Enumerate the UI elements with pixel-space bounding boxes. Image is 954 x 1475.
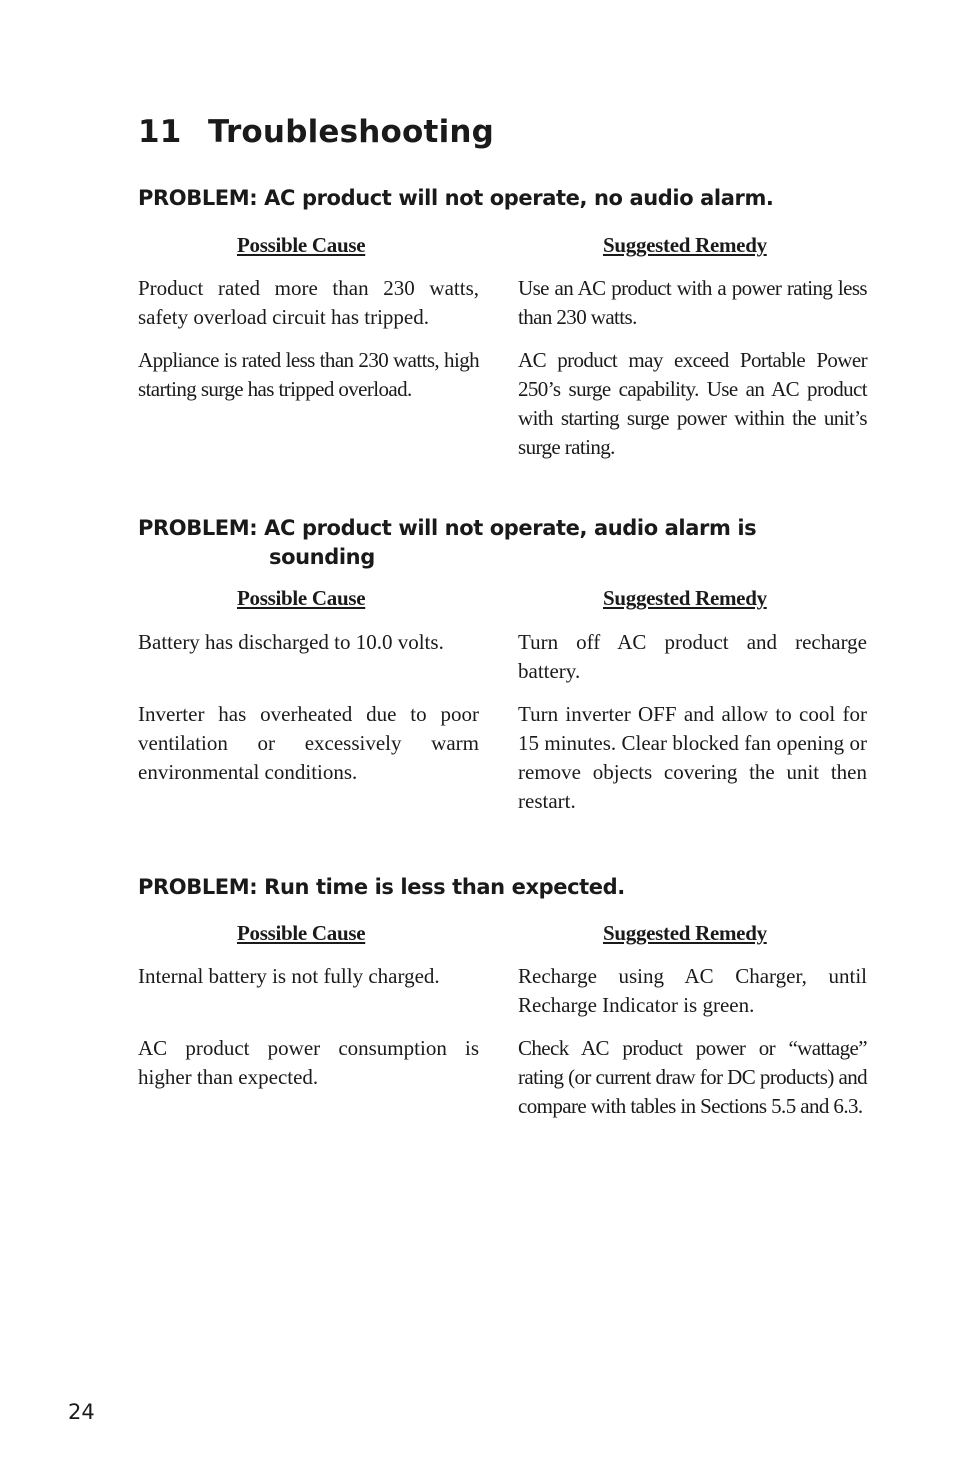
problem-text: Run time is less than expected. xyxy=(264,875,625,899)
cause-text: Appliance is rated less than 230 watts, high starting surge has tripped overload. xyxy=(138,348,479,401)
remedy-text: Recharge using AC Charger, until Recharge Indicator is green. xyxy=(518,964,867,1017)
section-number: 11 xyxy=(138,114,182,150)
remedy-text: Turn off AC product and recharge battery. xyxy=(518,630,867,683)
problem-heading xyxy=(138,514,756,572)
cause-text: Battery has discharged to 10.0 volts. xyxy=(138,630,444,654)
cause-text: AC product power consumption is higher than expected. xyxy=(138,1036,479,1089)
problem-text: AC product will not operate, audio alarm is xyxy=(264,516,757,540)
problem-prefix: PROBLEM: xyxy=(138,186,258,210)
problem-prefix: PROBLEM: xyxy=(138,875,258,899)
problem-text: AC product will not operate, no audio alarm. xyxy=(264,186,774,210)
possible-cause-header: Possible Cause xyxy=(237,233,366,257)
suggested-remedy-header: Suggested Remedy xyxy=(603,586,767,610)
remedy-text: AC product may exceed Portable Power 250’s surge capability. Use an AC product with starting surge power within the unit’s surge rating. xyxy=(518,348,867,459)
suggested-remedy-header: Suggested Remedy xyxy=(603,233,767,257)
section-title: Troubleshooting xyxy=(208,114,495,150)
possible-cause-header: Possible Cause xyxy=(237,921,366,945)
page-number: 24 xyxy=(68,1400,95,1424)
suggested-remedy-header: Suggested Remedy xyxy=(603,921,767,945)
cause-text: Inverter has overheated due to poor ventilation or excessively warm environmental conditions. xyxy=(138,702,479,784)
cause-text: Product rated more than 230 watts, safety overload circuit has tripped. xyxy=(138,276,479,329)
problem-text-continued: sounding xyxy=(269,545,375,569)
possible-cause-header: Possible Cause xyxy=(237,586,366,610)
remedy-text: Check AC product power or “wattage” rating (or current draw for DC products) and compare with tables in Sections 5.5 and 6.3. xyxy=(518,1036,867,1118)
remedy-text: Turn inverter OFF and allow to cool for 15 minutes. Clear blocked fan opening or remove objects covering the unit then restart. xyxy=(518,702,867,813)
problem-heading xyxy=(138,184,774,213)
problem-prefix: PROBLEM: xyxy=(138,516,258,540)
remedy-text: Use an AC product with a power rating less than 230 watts. xyxy=(518,276,867,329)
section-heading xyxy=(138,114,494,150)
cause-text: Internal battery is not fully charged. xyxy=(138,964,440,988)
problem-heading xyxy=(138,873,625,902)
